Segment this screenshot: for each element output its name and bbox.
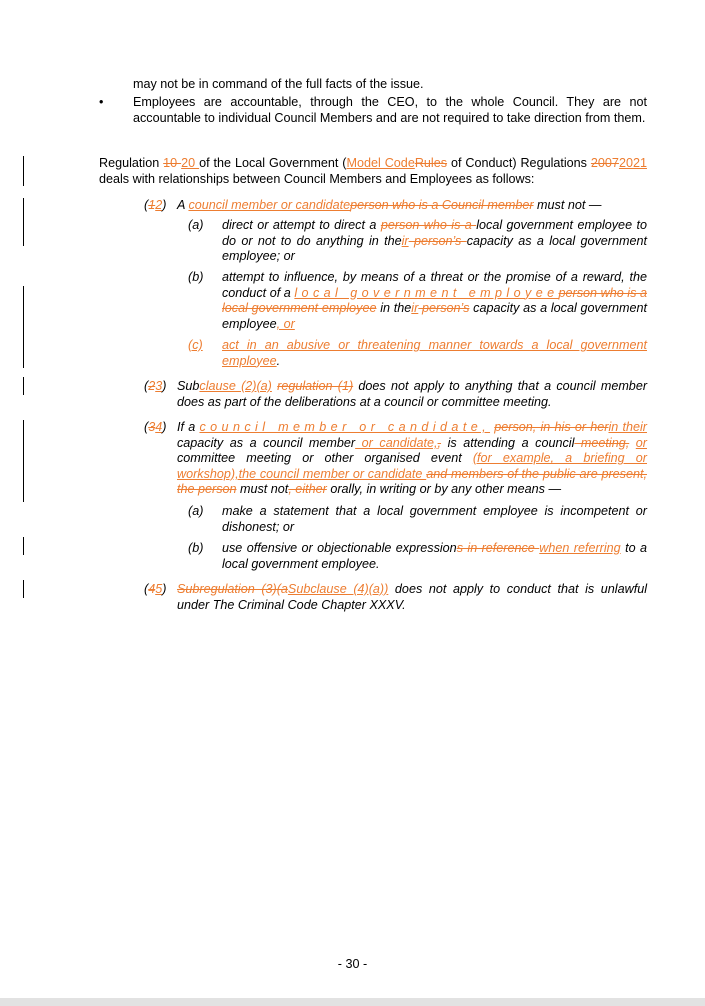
- change-bar: [23, 198, 24, 246]
- subclause-2-text: Subclause (2)(a) regulation (1) does not apply to anything that a council member does as part of the deliberations at a council or committee meeting.: [177, 379, 648, 409]
- bullet-text: Employees are accountable, through the CEO, to the whole Council. They are not accountable to individual Council Members and are not required to take direction from them.: [133, 95, 647, 125]
- paragraph-label-b: (b): [188, 270, 204, 284]
- subclause-number: (45): [144, 582, 167, 596]
- page-edge: [0, 998, 705, 1006]
- continued-text: may not be in command of the full facts of the issue.: [133, 77, 424, 91]
- subclause-3-text: If a council member or candidate, person, in his or herin their capacity as a council member or candidate,, is attending a council meeting, or committee meeting or other organised event (for example, a briefing or workshop),the council member or candidate and members of the public are present, the person must not, either orally, in writing or by any other means —: [177, 420, 647, 497]
- change-bar: [23, 377, 24, 395]
- page-number: - 30 -: [337, 957, 368, 971]
- change-bar: [23, 420, 24, 502]
- intro-paragraph: Regulation 10 20 of the Local Government (Model CodeRules of Conduct) Regulations 20072021 deals with relationships between Council Members and Employees as follows:: [99, 156, 647, 186]
- subclause-number: (12): [144, 198, 167, 212]
- subclause-1-text: A council member or candidateperson who is a Council member must not —: [177, 198, 602, 212]
- paragraph-label-a: (a): [188, 504, 204, 518]
- subclause-number: (23): [144, 379, 167, 393]
- change-bar: [23, 156, 24, 186]
- paragraph-label-b: (b): [188, 541, 204, 555]
- change-bar: [23, 537, 24, 555]
- paragraph-label-a: (a): [188, 218, 204, 232]
- subclause-4-text: Subregulation (3)(aSubclause (4)(a)) does not apply to conduct that is unlawful under The Criminal Code Chapter XXXV.: [177, 582, 647, 612]
- change-bar: [23, 580, 24, 598]
- paragraph-3a-text: make a statement that a local government employee is incompetent or dishonest; or: [222, 504, 647, 534]
- paragraph-label-c: (c): [188, 338, 203, 352]
- change-bar: [23, 286, 24, 368]
- bullet-symbol: •: [99, 95, 104, 109]
- subclause-number: (34): [144, 420, 167, 434]
- paragraph-1c-text: act in an abusive or threatening manner towards a local government employee.: [222, 338, 647, 368]
- paragraph-1a-text: direct or attempt to direct a person who is a local government employee to do or not to do anything in their person’s capacity as a local government employee; or: [222, 218, 648, 264]
- paragraph-1b-text: attempt to influence, by means of a threat or the promise of a reward, the conduct of a local government employeeperson who is a local government employee in their person’s capacity as a local government employee, or: [222, 270, 648, 331]
- paragraph-3b-text: use offensive or objectionable expressions in reference when referring to a local government employee.: [222, 541, 647, 571]
